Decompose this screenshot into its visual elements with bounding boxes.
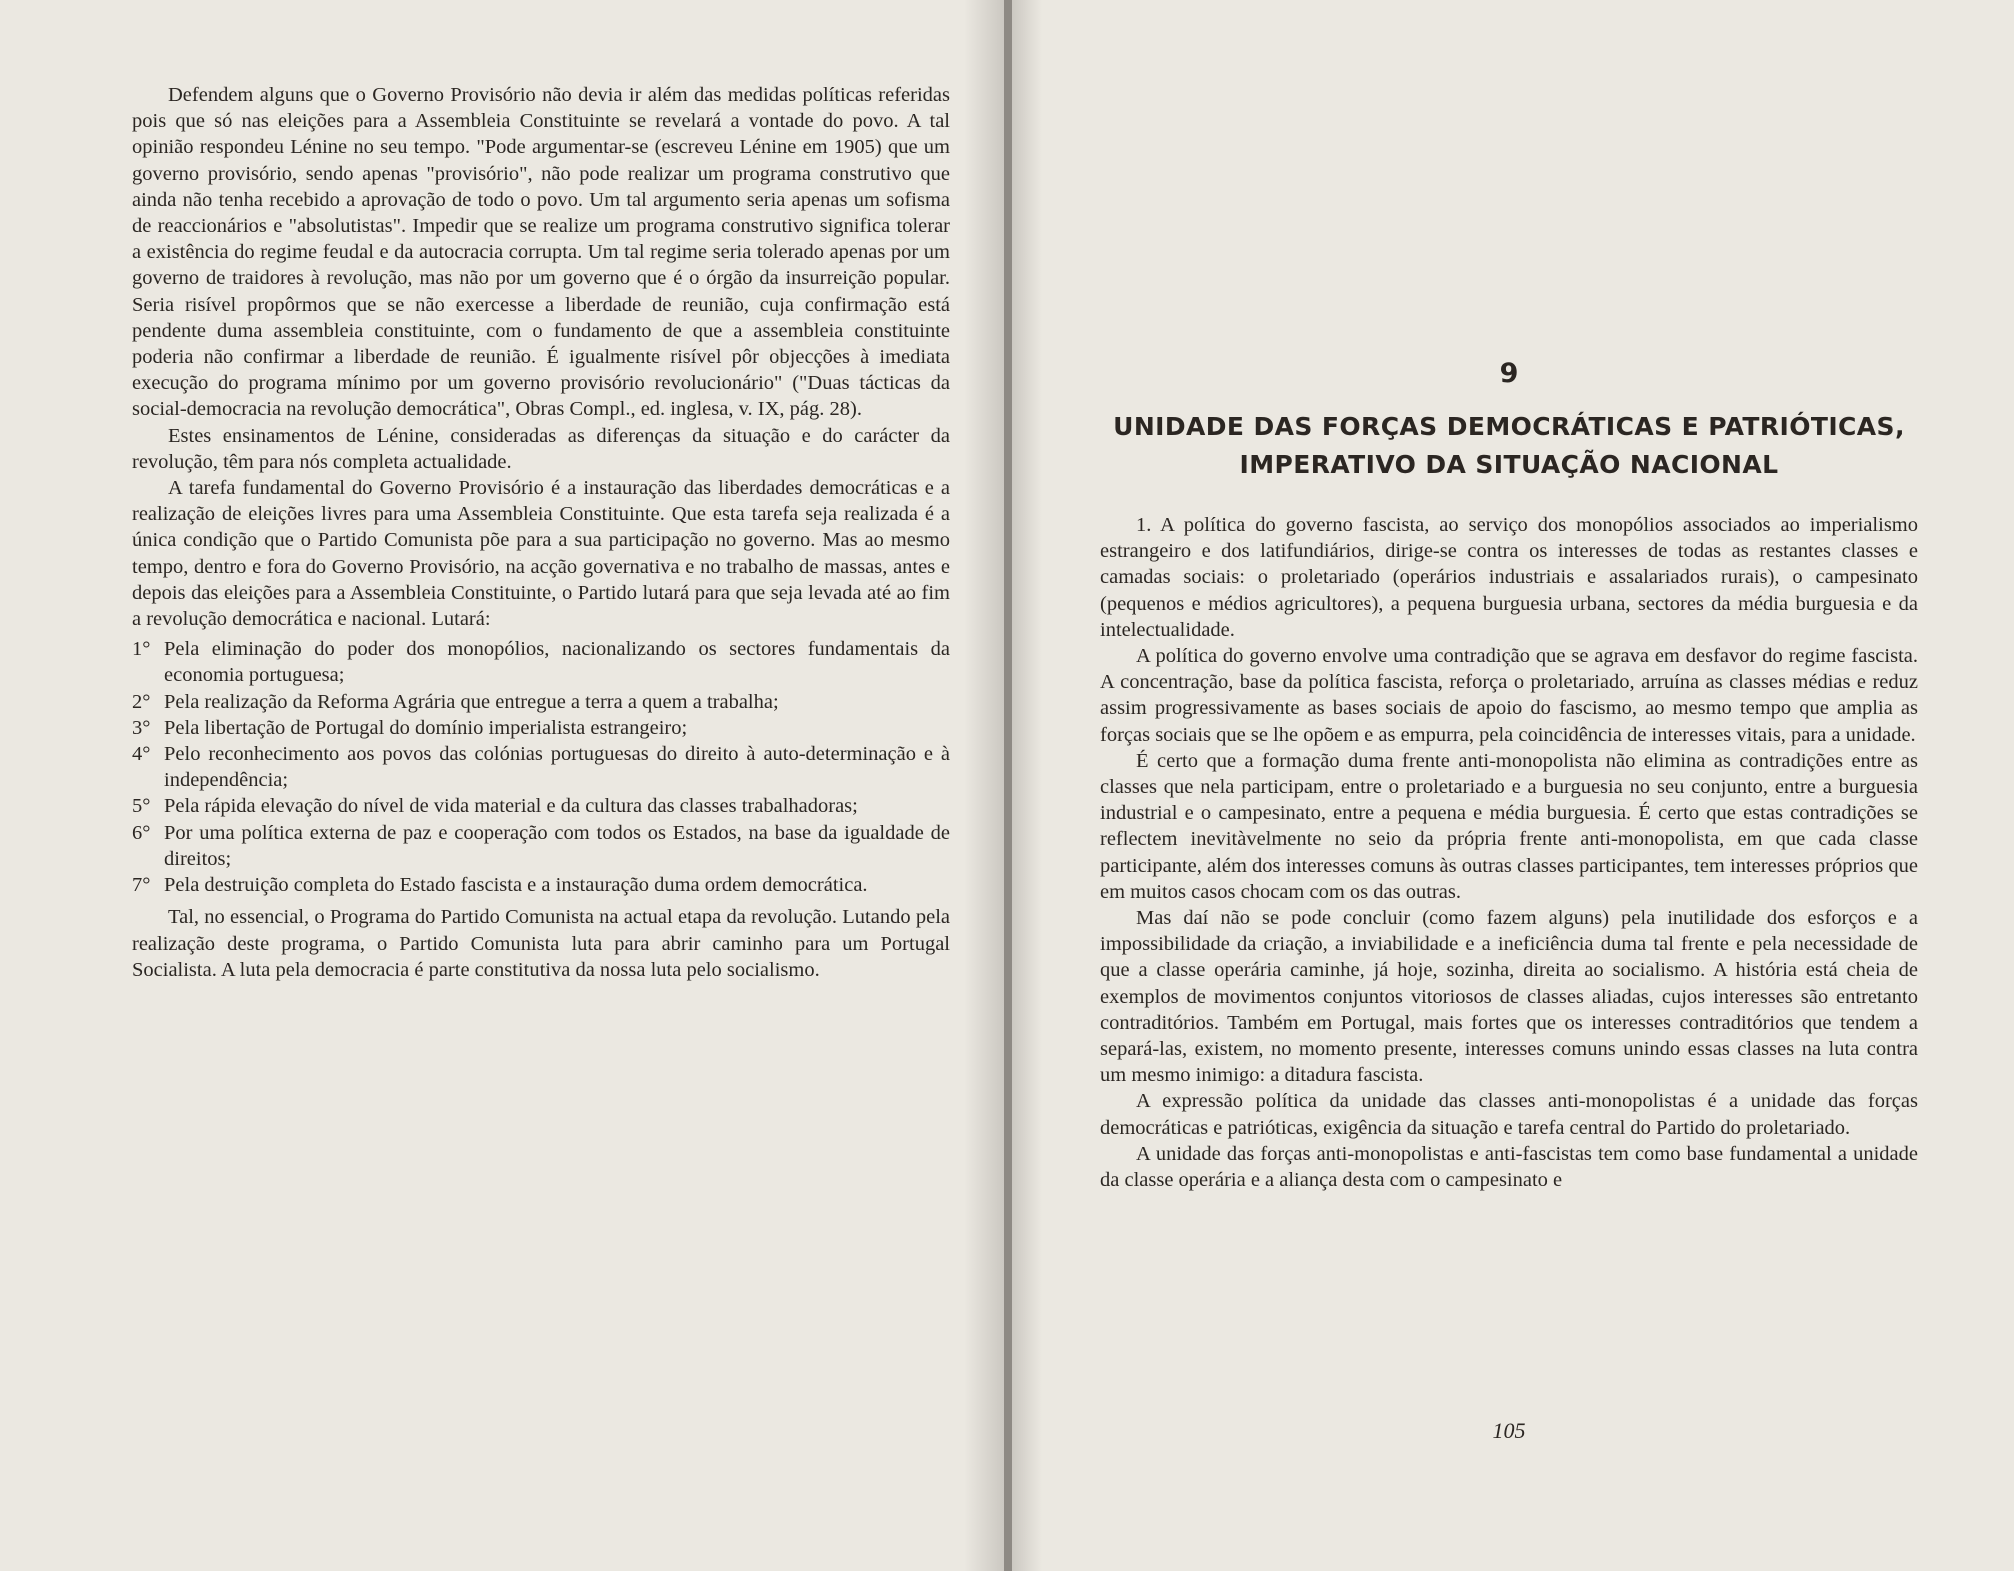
item-text: Pelo reconhecimento aos povos das colónias portuguesas do direito à auto-determinação e à independência;	[164, 743, 950, 792]
item-text: Por uma política externa de paz e cooperação com todos os Estados, na base da igualdade de direitos;	[164, 821, 950, 870]
item-number: 5°	[132, 795, 151, 818]
body-paragraph: Defendem alguns que o Governo Provisório não devia ir além das medidas políticas referidas pois que só nas eleições para a Assembleia Constituinte se revelará a vontade do povo. A tal opinião respondeu Lénine no seu tempo. "Pode argumentar-se (escreveu Lénine em 1905) que um governo provisório, sendo apenas "provisório", não pode realizar um programa construtivo que ainda não tenha recebido a aprovação de todo o povo. Um tal argumento seria apenas um sofisma de reaccionários e "absolutistas". Impedir que se realize um programa construtivo significa tolerar a existência do regime feudal e da autocracia corrupta. Um tal regime seria tolerado apenas por um governo de traidores à revolução, mas não por um governo que é o órgão da insurreição popular. Seria risível propôrmos que se não exercesse a liberdade de reunião, cuja confirmação está pendente duma assembleia constituinte, com o fundamento de que a assembleia constituinte poderia não confirmar a liberdade de reunião. É igualmente risível pôr objecções à imediata execução do programa mínimo por um governo provisório revolucionário" ("Duas tácticas da social-democracia na revolução democrática", Obras Compl., ed. inglesa, v. IX, pág. 28).	[132, 84, 950, 421]
left-page-text	[132, 82, 950, 983]
chapter-number: 9	[1499, 358, 1519, 389]
right-page-text	[1100, 512, 1918, 1193]
chapter-title	[1100, 408, 1918, 484]
item-number: 1°	[132, 638, 151, 661]
program-item	[132, 872, 950, 898]
item-number: 4°	[132, 743, 151, 766]
program-item	[132, 820, 950, 872]
item-text: Pela realização da Reforma Agrária que entregue a terra a quem a trabalha;	[164, 690, 779, 713]
item-text: Pela destruição completa do Estado fascista e a instauração duma ordem democrática.	[164, 874, 868, 897]
body-paragraph: É certo que a formação duma frente anti-monopolista não elimina as contradições entre as classes que nela participam, entre o proletariado e a burguesia no seu conjunto, entre a burguesia industrial e o campesinato, entre a pequena e média burguesia. É certo que estas contradições se reflectem inevitàvelmente no seio da própria frente anti-monopolista, em que cada classe participante, além dos interesses comuns às outras classes participantes, tem interesses próprios que em muitos casos chocam com os das outras.	[1100, 749, 1918, 903]
item-number: 7°	[132, 874, 151, 897]
program-item	[132, 715, 950, 741]
item-text: Pela libertação de Portugal do domínio imperialista estrangeiro;	[164, 716, 688, 739]
body-paragraph: Estes ensinamentos de Lénine, consideradas as diferenças da situação e do carácter da revolução, têm para nós completa actualidade.	[132, 424, 950, 473]
program-item	[132, 741, 950, 793]
item-number: 2°	[132, 690, 151, 713]
body-paragraph: 1. A política do governo fascista, ao serviço dos monopólios associados ao imperialismo estrangeiro e dos latifundiários, dirige-se contra os interesses de todas as restantes classes e camadas sociais: o proletariado (operários industriais e assalariados rurais), o campesinato (pequenos e médios agricultores), a pequena burguesia urbana, sectores da média burguesia e da intelectualidade.	[1100, 514, 1918, 641]
program-item	[132, 636, 950, 688]
closing-paragraph: Tal, no essencial, o Programa do Partido Comunista na actual etapa da revolução. Lutando pela realização deste programa, o Partido Comunista luta para abrir caminho para um Portugal Socialista. A luta pela democracia é parte constitutiva da nossa luta pelo socialismo.	[132, 906, 950, 981]
program-item	[132, 793, 950, 819]
item-number: 3°	[132, 716, 151, 739]
gutter-shadow	[964, 0, 1004, 1571]
chapter-title-line: UNIDADE DAS FORÇAS DEMOCRÁTICAS E PATRIÓTICAS,	[1113, 412, 1905, 441]
body-paragraph: A unidade das forças anti-monopolistas e anti-fascistas tem como base fundamental a unidade da classe operária e a aliança desta com o campesinato e	[1100, 1142, 1918, 1192]
body-paragraph: Mas daí não se pode concluir (como fazem alguns) pela inutilidade dos esforços e a impossibilidade da criação, a inviabilidade e a ineficiência duma tal frente e pela necessidade de que a classe operária caminhe, já hoje, sozinha, direita ao socialismo. A história está cheia de exemplos de movimentos conjuntos vitoriosos de classes aliadas, cujos interesses são entretanto contraditórios. Também em Portugal, mais fortes que os interesses contraditórios que tendem a separá-las, existem, no momento presente, interesses comuns unindo essas classes na luta contra um mesmo inimigo: a ditadura fascista.	[1100, 907, 1918, 1087]
program-list	[132, 636, 950, 898]
chapter-title-line: IMPERATIVO DA SITUAÇÃO NACIONAL	[1239, 450, 1779, 479]
item-text: Pela eliminação do poder dos monopólios, nacionalizando os sectores fundamentais da economia portuguesa;	[164, 638, 950, 687]
gutter-shadow	[1012, 0, 1042, 1571]
page-number: 105	[1492, 1418, 1526, 1443]
body-paragraph: A política do governo envolve uma contradição que se agrava em desfavor do regime fascista. A concentração, base da política fascista, reforça o proletariado, arruína as classes médias e reduz assim progressivamente as bases sociais de apoio do fascismo, ao mesmo tempo que amplia as forças sociais que se lhe opõem e as empurra, pela coincidência de interesses vitais, para a unidade.	[1100, 645, 1918, 746]
item-text: Pela rápida elevação do nível de vida material e da cultura das classes trabalhadoras;	[164, 795, 858, 818]
program-item	[132, 689, 950, 715]
body-paragraph: A expressão política da unidade das classes anti-monopolistas é a unidade das forças democráticas e patrióticas, exigência da situação e tarefa central do Partido do proletariado.	[1100, 1090, 1918, 1139]
body-paragraph: A tarefa fundamental do Governo Provisório é a instauração das liberdades democráticas e a realização de eleições livres para uma Assembleia Constituinte. Que esta tarefa seja realizada é a única condição que o Partido Comunista põe para a sua participação no governo. Mas ao mesmo tempo, dentro e fora do Governo Provisório, na acção governativa e no trabalho de massas, antes e depois das eleições para a Assembleia Constituinte, o Partido lutará para que seja levada até ao fim a revolução democrática e nacional. Lutará:	[132, 477, 950, 631]
item-number: 6°	[132, 821, 151, 844]
